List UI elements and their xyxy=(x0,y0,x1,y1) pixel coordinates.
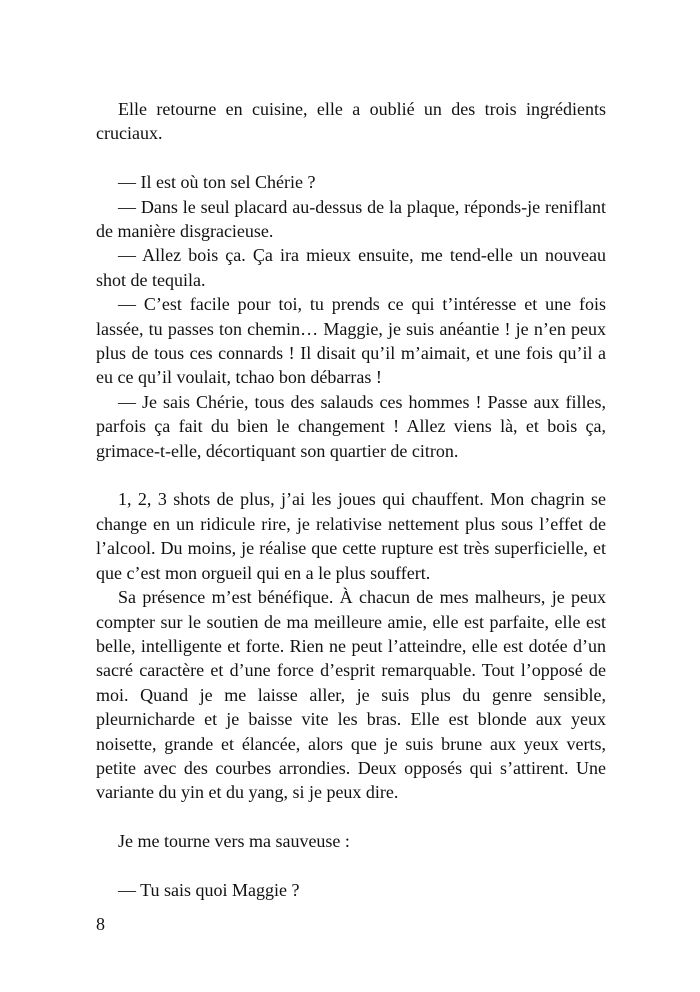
page-text xyxy=(96,97,606,902)
blank-line xyxy=(96,146,606,170)
paragraph-presence: Sa présence m’est bénéfique. À chacun de mes malheurs, je peux compter sur le soutien de ma meilleure amie, elle est parfaite, elle est belle, intelligente et forte. Rien ne peut l’atteindre, elle est dotée d’un sacré caractère et d’une force d’esprit remarquable. Tout l’opposé de moi. Quand je me laisse aller, je suis plus du genre sensible, pleurnicharde et je baisse vite les bras. Elle est blonde aux yeux noisette, grande et élancée, alors que je suis brune aux yeux verts, petite avec des courbes arrondies. Deux opposés qui s’attirent. Une variante du yin et du yang, si je peux dire. xyxy=(96,587,606,803)
blank-line xyxy=(96,463,606,487)
paragraph-shots: 1, 2, 3 shots de plus, j’ai les joues qui chauffent. Mon chagrin se change en un ridicule rire, je relativise nettement plus sous l’effet de l’alcool. Du moins, je réalise que cette rupture est très superficielle, et que c’est mon orgueil qui en a le plus souffert. xyxy=(96,489,606,583)
dialogue-line-5: — Je sais Chérie, tous des salauds ces hommes ! Passe aux filles, parfois ça fait du bien le changement ! Allez viens là, et bois ça, grimace-t-elle, décortiquant son quartier de citron. xyxy=(96,391,606,461)
dialogue-line-1: — Il est où ton sel Chérie ? xyxy=(118,172,316,193)
dialogue-line-3: — Allez bois ça. Ça ira mieux ensuite, me tend-elle un nouveau shot de tequila. xyxy=(96,245,606,290)
blank-line xyxy=(96,805,606,829)
paragraph-intro: Elle retourne en cuisine, elle a oublié un des trois ingrédients cruciaux. xyxy=(96,99,606,144)
dialogue-line-2: — Dans le seul placard au-dessus de la plaque, réponds-je reniflant de manière disgracieuse. xyxy=(96,196,606,242)
dialogue-line-4: — C’est facile pour toi, tu prends ce qui t’intéresse et une fois lassée, tu passes ton chemin… Maggie, je suis anéantie ! je n’en peux plus de tous ces connards ! Il disait qu’il m’aimait, et une fois qu’il a eu ce qu’il voulait, tchao bon débarras ! xyxy=(96,294,606,388)
dialogue-line-6: — Tu sais quoi Maggie ? xyxy=(118,879,300,900)
page-number: 8 xyxy=(96,914,105,934)
blank-line xyxy=(96,854,606,878)
paragraph-turn: Je me tourne vers ma sauveuse : xyxy=(118,831,350,852)
